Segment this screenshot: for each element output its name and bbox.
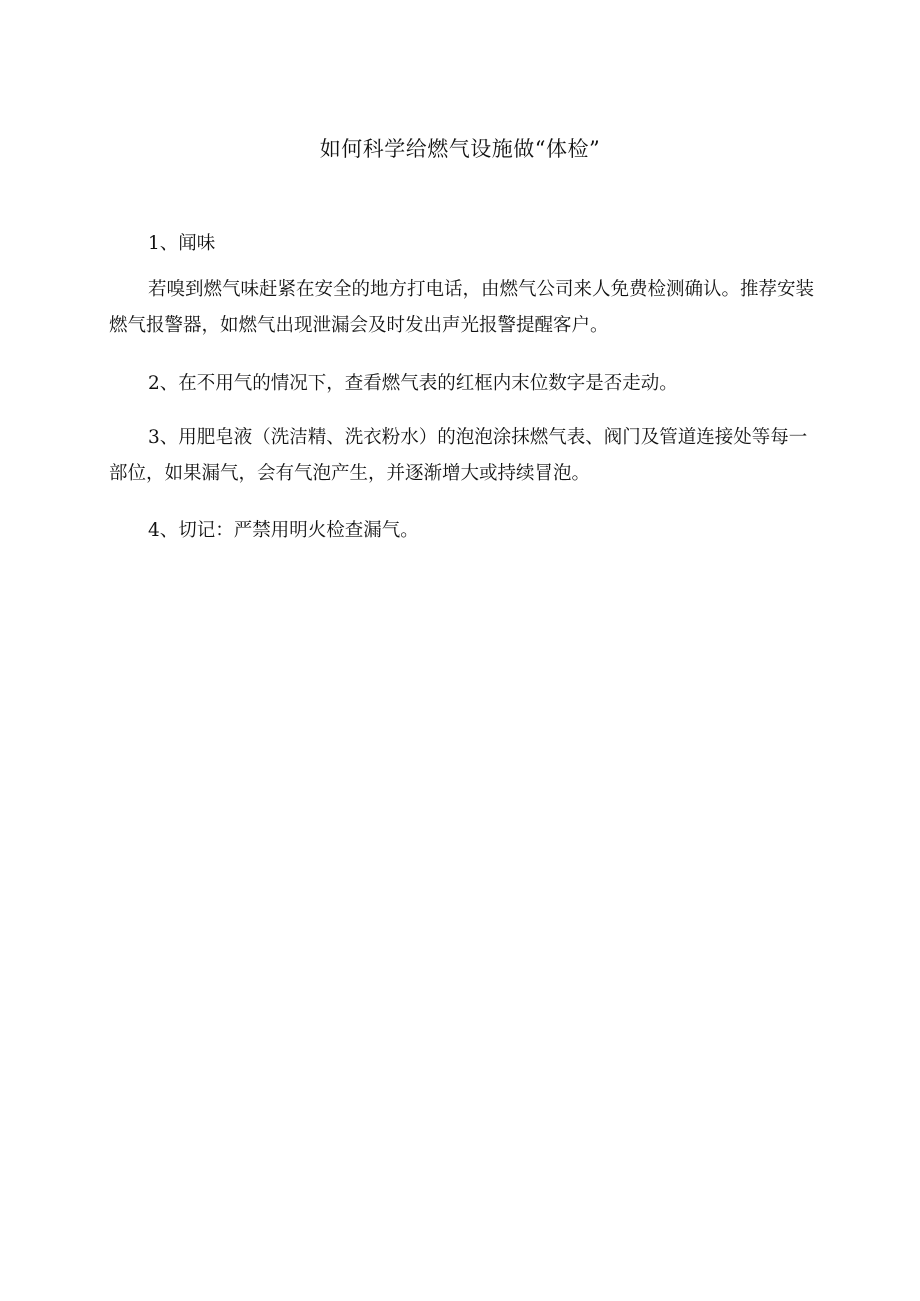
paragraph-warning: 4、切记：严禁用明火检查漏气。 (148, 520, 419, 541)
paragraph-smell-detail: 若嗅到燃气味赶紧在安全的地方打电话，由燃气公司来人免费检测确认。推荐安装燃气报警器，如燃气出现泄漏会及时发出声光报警提醒客户。 (109, 279, 815, 336)
document-title: 如何科学给燃气设施做“体检” (319, 137, 601, 161)
section-heading-smell: 1、闻味 (148, 233, 216, 254)
paragraph-meter-check: 2、在不用气的情况下，查看燃气表的红框内末位数字是否走动。 (148, 373, 678, 394)
paragraph-soap-test: 3、用肥皂液（洗洁精、洗衣粉水）的泡泡涂抹燃气表、阀门及管道连接处等每一部位，如果漏气，会有气泡产生，并逐渐增大或持续冒泡。 (109, 427, 808, 484)
